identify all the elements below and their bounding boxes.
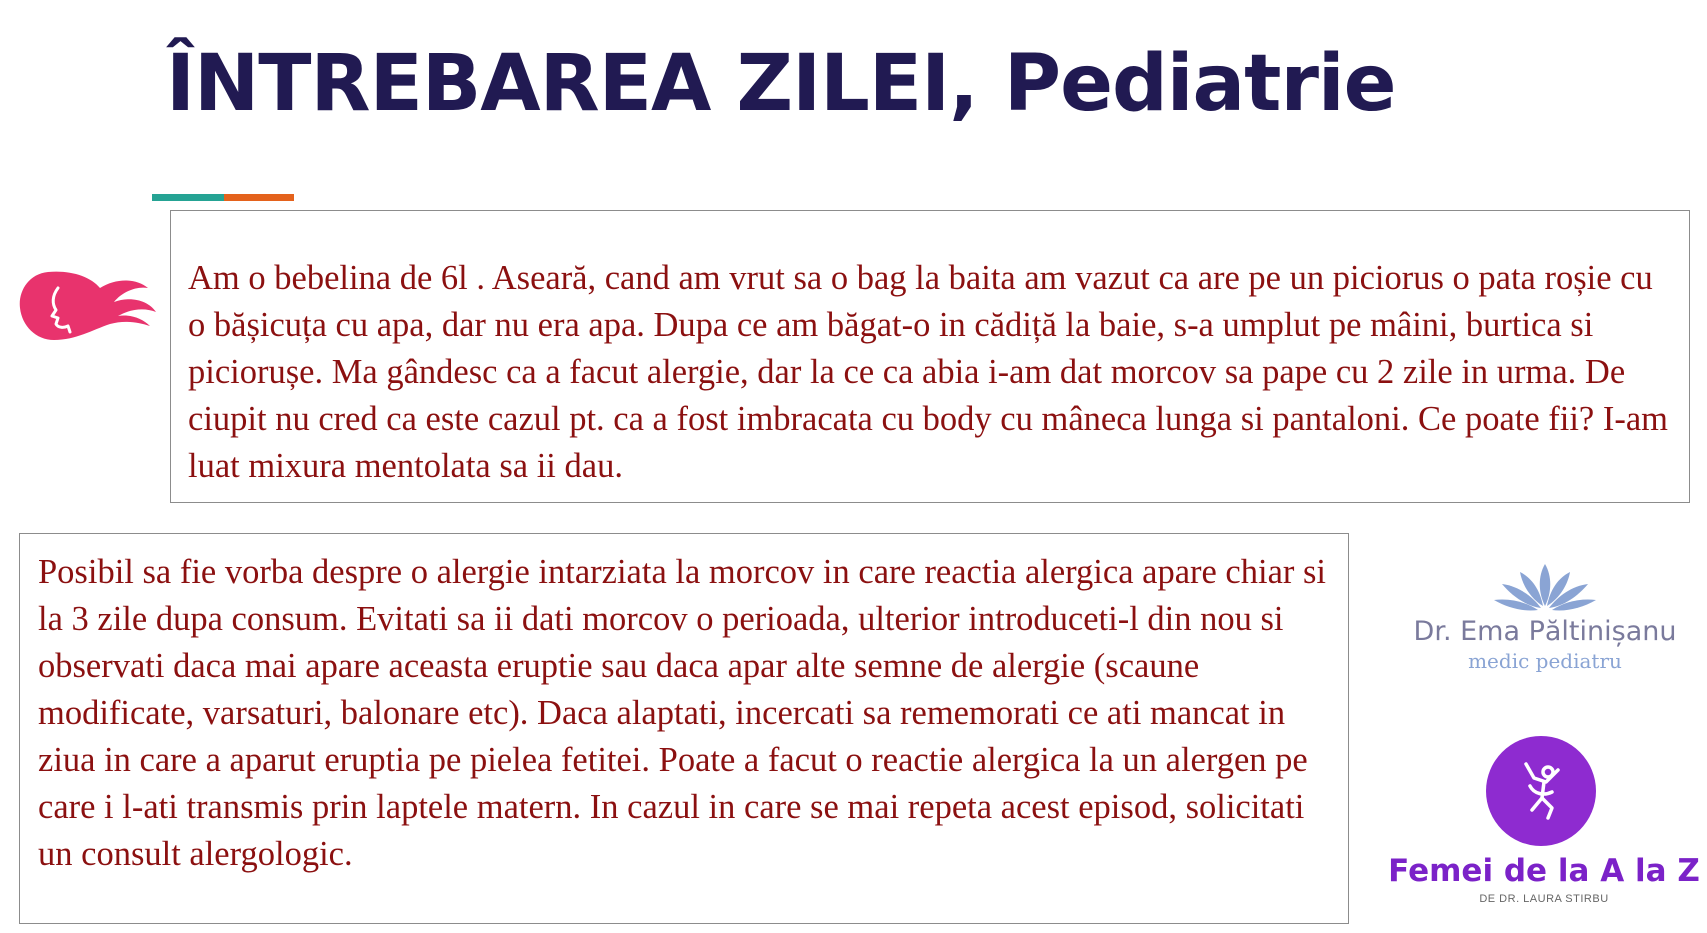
question-text: Am o bebelina de 6l . Aseară, cand am vrut sa o bag la baita am vazut ca are pe un piciorus o pata roșie cu o bășicuța cu apa, dar nu era apa. Dupa ce am băgat-o in cădiță la baie, s-a umplut pe mâini, burtica si piciorușe. Ma gândesc ca a facut alergie, dar la ce ca abia i-am dat morcov sa pape cu 2 zile in urma. De ciupit nu cred ca este cazul pt. ca a fost imbracata cu body cu mâneca lunga si pantaloni. Ce poate fii? I-am luat mixura mentolata sa ii dau. bbox=[188, 259, 1668, 485]
title-underline-orange bbox=[224, 194, 294, 201]
woman-profile-icon bbox=[18, 266, 158, 346]
brand-name: Femei de la A la Z bbox=[1388, 853, 1700, 889]
brand-logo-circle bbox=[1486, 736, 1596, 846]
lotus-icon bbox=[1490, 560, 1600, 612]
answer-box bbox=[19, 533, 1349, 924]
title-underline-teal bbox=[152, 194, 224, 201]
answer-text: Posibil sa fie vorba despre o alergie intarziata la morcov in care reactia alergica apare chiar si la 3 zile dupa consum. Evitati sa ii dati morcov o perioada, ulterior introduceti-l din nou si observati daca mai apare aceasta eruptie sau daca apar alte semne de alergie (scaune modificate, varsaturi, balonare etc). Daca alaptati, incercati sa rememorati ce ati mancat in ziua in care a aparut eruptia pe pielea fetitei. Poate a facut o reactie alergica la un alergen pe care i l-ati transmis prin laptele matern. In cazul in care se mai repeta acest episod, solicitati un consult alergologic. bbox=[38, 553, 1327, 873]
brand-subtitle: DE DR. LAURA STIRBU bbox=[1479, 893, 1609, 905]
doctor-title: medic pediatru bbox=[1468, 649, 1622, 673]
question-box bbox=[170, 210, 1690, 503]
doctor-name: Dr. Ema Păltinișanu bbox=[1413, 616, 1677, 647]
doctor-logo bbox=[1385, 560, 1705, 680]
page-title: ÎNTREBAREA ZILEI, Pediatrie bbox=[166, 39, 1396, 129]
dancer-icon bbox=[1486, 736, 1596, 846]
